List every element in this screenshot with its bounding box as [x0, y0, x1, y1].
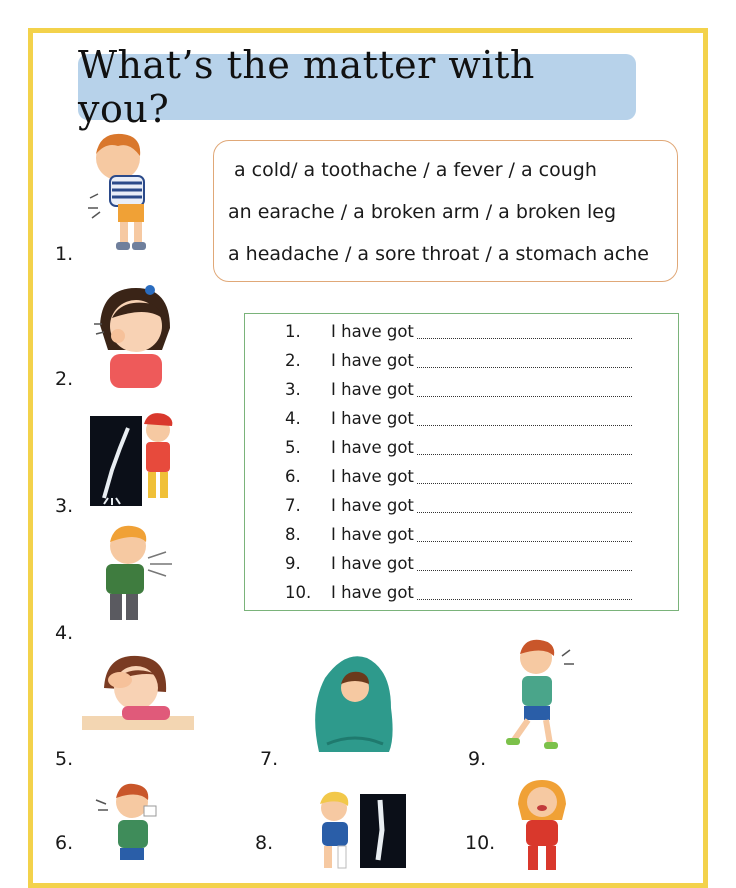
- picture-number: 8.: [255, 832, 274, 854]
- answer-number: 10.: [285, 583, 312, 602]
- answer-text: I have got: [331, 496, 414, 515]
- picture-number: 3.: [55, 495, 74, 517]
- answer-text: I have got: [331, 351, 414, 370]
- word-bank: [213, 140, 678, 282]
- answer-blank[interactable]: [417, 483, 632, 484]
- broken-leg-boy-illustration: [504, 636, 580, 754]
- answer-blank[interactable]: [417, 425, 632, 426]
- word-bank-line: a cold/ a toothache / a fever / a cough: [234, 159, 597, 181]
- picture-number: 10.: [465, 832, 496, 854]
- picture-number: 5.: [55, 748, 74, 770]
- answer-blank[interactable]: [417, 338, 632, 339]
- answer-number: 7.: [285, 496, 301, 515]
- answer-text: I have got: [331, 525, 414, 544]
- answer-text: I have got: [331, 583, 414, 602]
- picture-number: 4.: [55, 622, 74, 644]
- answer-number: 9.: [285, 554, 301, 573]
- answer-number: 1.: [285, 322, 301, 341]
- picture-number: 7.: [260, 748, 279, 770]
- answer-blank[interactable]: [417, 541, 632, 542]
- answer-blank[interactable]: [417, 512, 632, 513]
- stomach-ache-boy-illustration: [80, 128, 170, 258]
- answer-text: I have got: [331, 409, 414, 428]
- answer-blank[interactable]: [417, 454, 632, 455]
- picture-number: 9.: [468, 748, 487, 770]
- answer-number: 5.: [285, 438, 301, 457]
- coughing-boy-illustration: [92, 522, 182, 627]
- answer-blank[interactable]: [417, 367, 632, 368]
- answer-text: I have got: [331, 554, 414, 573]
- headache-girl-illustration: [82, 648, 194, 732]
- answer-blank[interactable]: [417, 599, 632, 600]
- answer-number: 4.: [285, 409, 301, 428]
- answer-box: [244, 313, 679, 611]
- fever-child-blanket-illustration: [305, 648, 405, 756]
- sore-throat-girl-illustration: [508, 776, 576, 872]
- answer-blank[interactable]: [417, 396, 632, 397]
- answer-blank[interactable]: [417, 570, 632, 571]
- broken-leg-girl-xray-illustration: [308, 790, 408, 870]
- picture-number: 2.: [55, 368, 74, 390]
- answer-number: 8.: [285, 525, 301, 544]
- worksheet-title: What’s the matter with you?: [78, 54, 636, 120]
- answer-text: I have got: [331, 380, 414, 399]
- word-bank-line: an earache / a broken arm / a broken leg: [228, 201, 617, 223]
- word-bank-line: a headache / a sore throat / a stomach ache: [228, 243, 649, 265]
- toothache-girl-illustration: [92, 280, 182, 390]
- picture-number: 6.: [55, 832, 74, 854]
- cold-boy-illustration: [92, 780, 182, 864]
- picture-number: 1.: [55, 243, 74, 265]
- answer-text: I have got: [331, 438, 414, 457]
- answer-number: 6.: [285, 467, 301, 486]
- answer-text: I have got: [331, 467, 414, 486]
- broken-arm-xray-illustration: [88, 408, 180, 508]
- answer-number: 2.: [285, 351, 301, 370]
- answer-number: 3.: [285, 380, 301, 399]
- answer-text: I have got: [331, 322, 414, 341]
